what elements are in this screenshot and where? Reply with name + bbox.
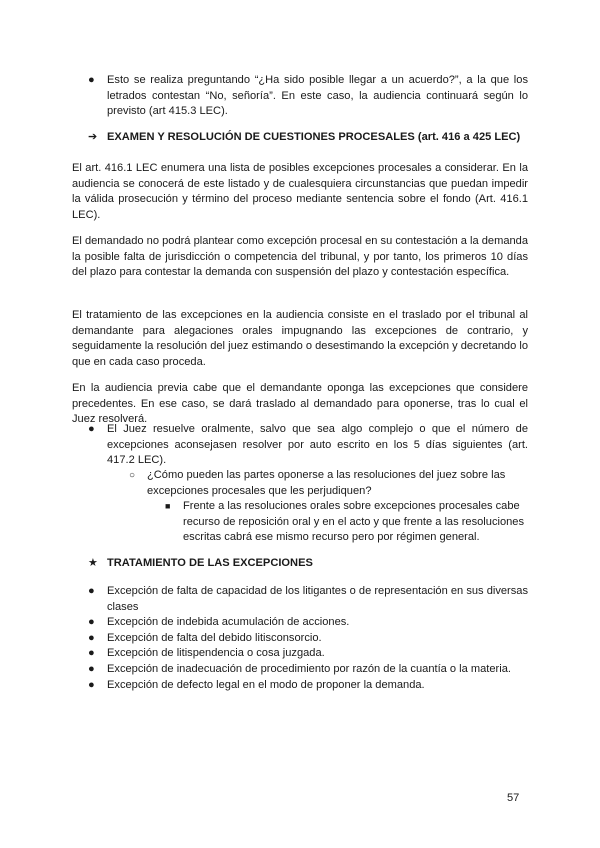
intro-bullet-text: Esto se realiza preguntando “¿Ha sido posible llegar a un acuerdo?”, a la que los letrados contestan “No, señoría”. En este caso, la audiencia continuará según lo previsto (art 415.3 LEC). bbox=[107, 74, 528, 118]
bullet-icon: ● bbox=[88, 678, 95, 691]
list-item-text: Excepción de falta de capacidad de los litigantes o de representación en sus diversas clases bbox=[107, 585, 528, 613]
bullet-icon: ● bbox=[88, 74, 95, 86]
bullet-icon: ● bbox=[88, 423, 95, 435]
section-heading-cuestiones-procesales: EXAMEN Y RESOLUCIÓN DE CUESTIONES PROCESALES (art. 416 a 425 LEC) bbox=[107, 131, 521, 143]
hollow-circle-icon: ○ bbox=[129, 470, 136, 481]
arrow-icon: ➔ bbox=[88, 131, 98, 143]
paragraph-3: El tratamiento de las excepciones en la audiencia consiste en el traslado por el tribunal al demandante para alegaciones orales impugnando las excepciones de contrario, y seguidamente la resolución del juez estimando o desestimando la excepción y decretando lo que en cada caso proceda. bbox=[72, 309, 528, 368]
bullet-icon: ● bbox=[88, 631, 95, 644]
square-bullet-icon: ■ bbox=[165, 501, 171, 511]
paragraph-2: El demandado no podrá plantear como excepción procesal en su contestación a la demanda la posible falta de jurisdicción o competencia del tribunal, y por tanto, los primeros 10 días del plazo para contestar la demanda con suspensión del plazo y contestación específica. bbox=[72, 235, 528, 279]
list-item-text: Excepción de inadecuación de procedimiento por razón de la cuantía o la materia. bbox=[107, 662, 511, 675]
list-item-text: Excepción de litispendencia o cosa juzgada. bbox=[107, 647, 325, 660]
list-item-text: Excepción de falta del debido litisconsorcio. bbox=[107, 631, 322, 644]
paragraph-1: El art. 416.1 LEC enumera una lista de posibles excepciones procesales a considerar. En la audiencia se conocerá de este listado y de cualesquiera circunstancias que puedan impedir la válida prosecución y término del proceso mediante sentencia sobre el fondo (Art. 416.1 LEC). bbox=[72, 162, 528, 221]
page-number: 57 bbox=[507, 792, 520, 804]
list-item-text: Excepción de indebida acumulación de acciones. bbox=[107, 616, 350, 629]
list-item bbox=[88, 584, 528, 615]
star-icon: ★ bbox=[88, 557, 98, 569]
list-item-text: Excepción de defecto legal en el modo de proponer la demanda. bbox=[107, 678, 425, 691]
list-item bbox=[88, 662, 528, 678]
section-heading-tratamiento: TRATAMIENTO DE LAS EXCEPCIONES bbox=[107, 557, 313, 569]
list-item bbox=[88, 678, 528, 694]
list-item bbox=[88, 631, 528, 647]
list-item bbox=[88, 615, 528, 631]
nested-level1-text: El Juez resuelve oralmente, salvo que sea algo complejo o que el número de excepciones aconsejasen resolver por auto escrito en los 5 días siguientes (art. 417.2 LEC). bbox=[107, 423, 528, 467]
nested-level2-text: ¿Cómo pueden las partes oponerse a las resoluciones del juez sobre las excepciones procesales que les perjudiquen? bbox=[147, 469, 506, 497]
bullet-icon: ● bbox=[88, 616, 95, 629]
bullet-icon: ● bbox=[88, 585, 95, 597]
nested-level3-text: Frente a las resoluciones orales sobre excepciones procesales cabe recurso de reposición oral y en el acto y que frente a las resoluciones escritas cabrá ese mismo recurso pero por régimen general. bbox=[183, 500, 525, 544]
bullet-icon: ● bbox=[88, 662, 95, 675]
bullet-icon: ● bbox=[88, 647, 95, 660]
paragraph-4: En la audiencia previa cabe que el demandante oponga las excepciones que considere precedentes. En ese caso, se dará traslado al demandado para oponerse, tras lo cual el Juez resolverá. bbox=[72, 382, 528, 426]
exceptions-list bbox=[88, 584, 528, 693]
list-item bbox=[88, 646, 528, 662]
